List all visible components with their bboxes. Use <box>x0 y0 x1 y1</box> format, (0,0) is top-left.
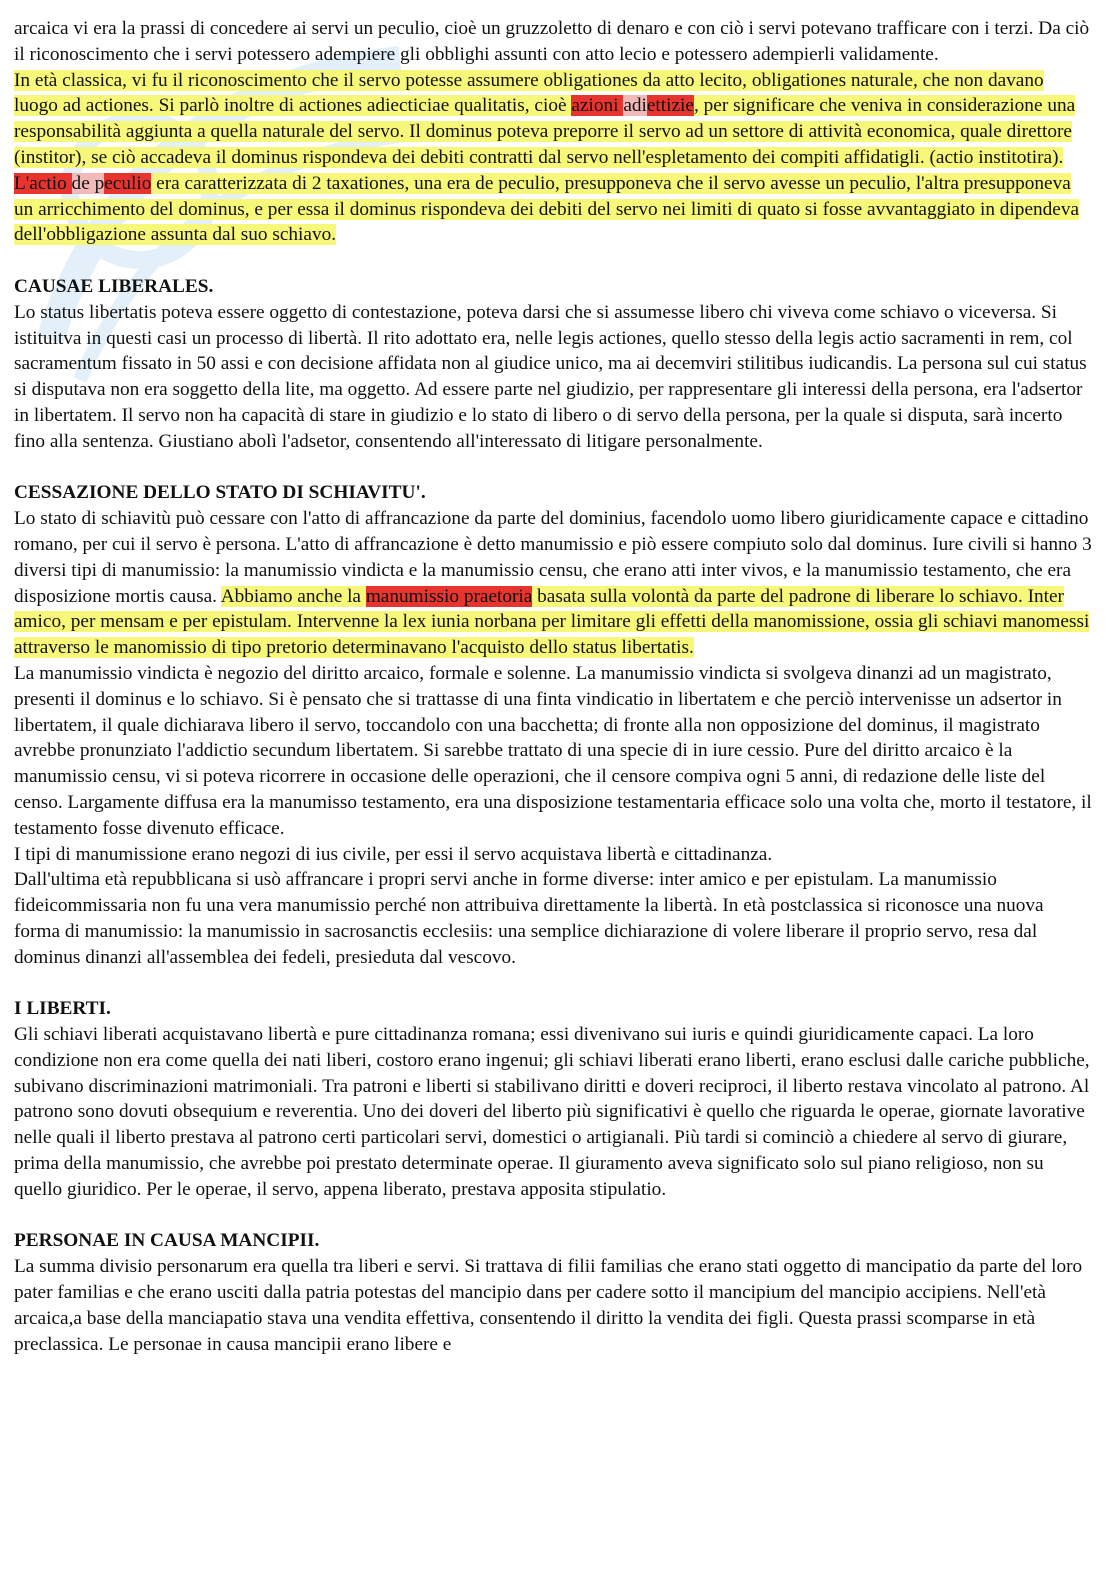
heading-cessazione: CESSAZIONE DELLO STATO DI SCHIAVITU'. <box>14 482 426 504</box>
highlight-abbiamo-anche: Abbiamo anche la <box>220 585 366 607</box>
paragraph-ius-civile: I tipi di manumissione erano negozi di ius civile, per essi il servo acquistava libertà e cittadinanza. <box>14 843 773 865</box>
highlight-red-eculio: eculio <box>104 172 152 194</box>
highlight-pink-de-p: de p <box>71 172 105 194</box>
highlight-red-ettizie: ettizie <box>646 95 694 117</box>
paragraph-peculio <box>14 16 1092 248</box>
text-affrancazione: Lo stato di schiavitù può cessare con l'atto di affrancazione da parte del dominius, facendolo uomo libero giuridicamente capace e cittadino romano, per cui il servo è persona. L'atto di affrancazione è detto manumissio e piò essere compiuto solo dal dominus. Iure civili si hanno 3 diversi tipi di manumissio: la manumissio vindicta e la manumissio censu, che erano atti inter vivos, e la manumissio testamento, che era disposizione mortis causa. <box>14 508 1092 607</box>
highlight-pink-adi: adi <box>623 95 647 117</box>
highlight-eta-classica: In età classica, vi fu il riconoscimento che il servo potesse assumere obligationes da atto lecito, obligationes naturale, che non davano luogo ad actiones. Si parlò inoltre di actiones adiecticiae qualitatis, cioè <box>14 69 1044 117</box>
highlight-red-azioni: azioni <box>571 95 624 117</box>
heading-causae-liberales: CAUSAE LIBERALES. <box>14 275 214 297</box>
heading-liberti: I LIBERTI. <box>14 998 111 1020</box>
document-page <box>14 16 1092 1357</box>
text-peculio: arcaica vi era la prassi di concedere ai servi un peculio, cioè un gruzzoletto di denaro e con ciò i servi potevano trafficare con i terzi. Da ciò il riconoscimento che i servi potessero adempiere gli obblighi assunti con atto lecio e potessero adempierli validamente. <box>14 18 1090 65</box>
paragraph-liberti: Gli schiavi liberati acquistavano libertà e pure cittadinanza romana; essi divenivano sui iuris e quindi giuridicamente capaci. La loro condizione non era come quella dei nati liberi, costoro erano ingenui; gli schiavi liberati erano liberti, erano esclusi dalle cariche pubbliche, subivano discriminazioni matrimoniali. Tra patroni e liberti si stabilivano diritti e doveri reciproci, il liberto restava vincolato al patrono. Al patrono sono dovuti obsequium e reverentia. Uno dei doveri del liberto più significativi è quello che riguarda le operae, giornate lavorative nelle quali il liberto prestava al patrono certi particolari servi, domestici o artigianali. Più tardi si cominciò a chiedere al servo di giurare, prima della manumissio, che avrebbe poi prestato determinate operae. Il giuramento aveva significato solo sul piano religioso, non su quello giuridico. Per le operae, il servo, appena liberato, prestava apposita stipulatio. <box>14 1024 1090 1200</box>
heading-personae-in-causa-mancipii: PERSONAE IN CAUSA MANCIPII. <box>14 1230 320 1252</box>
paragraph-manumissio-vindicta: La manumissio vindicta è negozio del diritto arcaico, formale e solenne. La manumissio vindicta si svolgeva dinanzi ad un magistrato, presenti il dominus e lo schiavo. Si è pensato che si trattasse di una finta vindicatio in libertatem e che perciò intervenisse un adsertor in libertatem, il quale dichiarava libero il servo, toccandolo con una bacchetta; di fronte alla non opposizione del dominus, il magistrato avrebbe pronunziato l'addictio secundum libertatem. Si sarebbe trattato di una specie di in iure cessio. Pure del diritto arcaico è la manumissio censu, vi si poteva ricorrere in occasione delle operazioni, che il censore compiva ogni 5 anni, di redazione delle liste del censo. Largamente diffusa era la manumisso testamento, era una disposizione testamentaria efficace solo una volta che, morto il testatore, il testamento fosse divenuto efficace. <box>14 662 1092 839</box>
paragraph-cessazione-intro <box>14 506 1092 661</box>
highlight-dominus-institor: , per significare che veniva in considerazione una responsabilità aggiunta a quella naturale del servo. Il dominus poteva preporre il servo ad un settore di attività economica, quale direttore (institor), se ciò accadeva il dominus rispondeva dei debiti contratti dal servo nell'espletamento dei compiti affidatigli. (actio institotira). <box>14 95 1076 168</box>
paragraph-forme-diverse: Dall'ultima età repubblicana si usò affrancare i propri servi anche in forme diverse: inter amico e per epistulam. La manumissio fideicommissaria non fu una vera manumissio perché non attribuiva direttamente la libertà. In età postclassica si riconosce una nuova forma di manumissio: la manumissio in sacrosanctis ecclesiis: una semplice dichiarazione di volere liberare il proprio servo, resa dal dominus dinanzi all'assemblea dei fedeli, presieduta dal vescovo. <box>14 869 1044 968</box>
highlight-red-manumissio-praetoria: manumissio praetoria <box>365 585 533 607</box>
highlight-red-actio: L'actio <box>14 172 72 194</box>
paragraph-personae: La summa divisio personarum era quella tra liberi e servi. Si trattava di filii familias che erano stati oggetto di mancipatio da parte del loro pater familias e che erano usciti dalla patria potestas del mancipio dans per cadere sotto il mancipium del mancipio accipiens. Nell'età arcaica,a base della manciapatio stava una vendita effettiva, consentendo il diritto la vendita dei figli. Questa prassi scomparse in età preclassica. Le personae in causa mancipii erano libere e <box>14 1256 1083 1355</box>
paragraph-causae-liberales: Lo status libertatis poteva essere oggetto di contestazione, poteva darsi che si assumesse libero chi viveva come schiavo o viceversa. Si istituitva in questi casi un processo di libertà. Il rito adottato era, nelle legis actiones, quello stesso della legis actio sacramenti in rem, col sacramentum fissato in 50 assi e con decisione affidata non al giudice unico, ma ai decemviri stilitibus iudicandis. La persona sul cui status si disputava non era soggetto della lite, ma oggetto. Ad essere parte nel giudizio, per rappresentare gli interessi della persona, era l'adsertor in libertatem. Il servo non ha capacità di stare in giudizio e lo stato di libero o di servo della persona, per la quale si disputa, sarà incerto fino alla sentenza. Giustiano abolì l'adsetor, consentendo all'interessato di litigare personalmente. <box>14 301 1087 452</box>
highlight-lex-iunia: basata sulla volontà da parte del padrone di liberare lo schiavo. Inter amico, per mensam e per epistulam. Intervenne la lex iunia norbana per limitare gli effetti della manomissione, ossia gli schiavi manomessi attraverso le manomissio di tipo pretorio determinavano l'acquisto dello status libertatis. <box>14 585 1090 659</box>
highlight-taxationes: era caratterizzata di 2 taxationes, una era de peculio, presupponeva che il servo avesse un peculio, l'altra presupponeva un arricchimento del dominus, e per essa il dominus rispondeva dei debiti del servo nei limiti di quato si fosse avvantaggiato in dipendeva dell'obbligazione assunta dal suo schiavo. <box>14 172 1080 246</box>
